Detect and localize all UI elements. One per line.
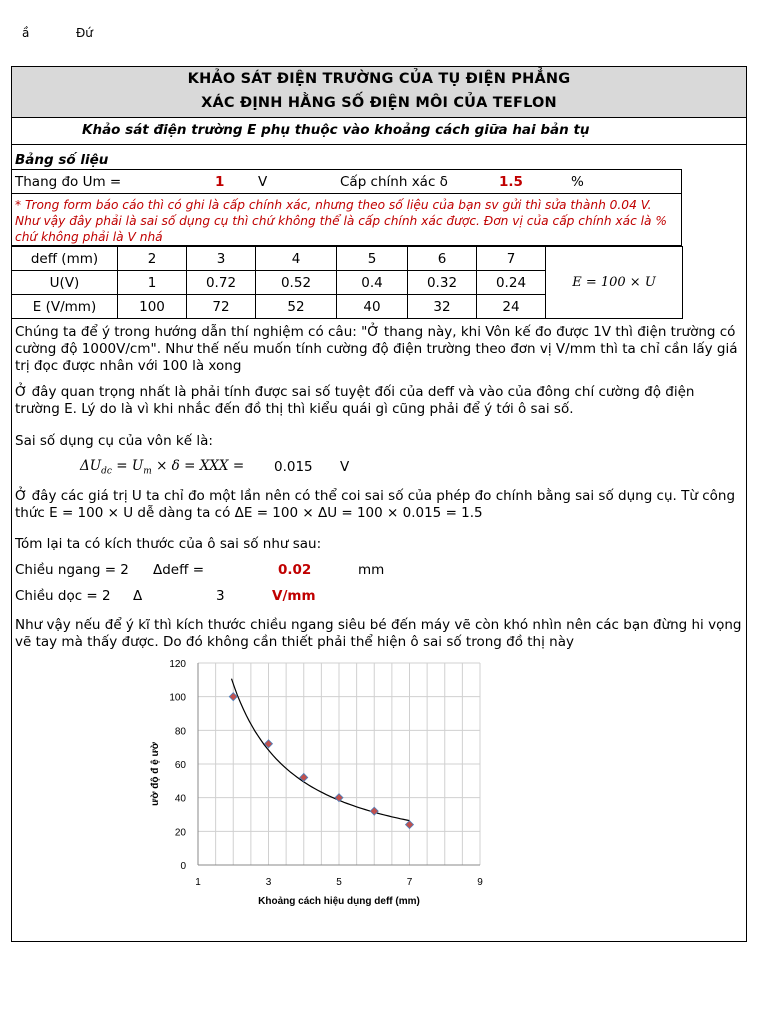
accuracy-value: 1.5	[499, 174, 523, 190]
table-cell: 5	[337, 247, 408, 271]
data-table	[12, 246, 683, 319]
table-cell: 32	[408, 295, 477, 319]
table-cell: 6	[408, 247, 477, 271]
size-horizontal-value: 0.02	[278, 562, 312, 578]
header-left: ầ	[22, 26, 30, 40]
y-tick-label: 60	[174, 760, 186, 771]
x-tick-label: 3	[265, 877, 272, 888]
row-label: E (V/mm)	[12, 295, 118, 319]
document-frame	[11, 66, 747, 942]
table-cell: 100	[118, 295, 187, 319]
data-point	[406, 821, 414, 829]
table-cell: 4	[256, 247, 337, 271]
data-point	[229, 693, 237, 701]
table-cell: 1	[118, 271, 187, 295]
paragraph-6: Như vậy nếu để ý kĩ thì kích thước chiều ngang siêu bé đến máy vẽ còn khó nhìn nên các bạn đừng hi vọng vẽ tay mà thấy được. Do đó không cần thiết phải thể hiện ô sai số trong đồ thị này	[15, 617, 742, 650]
equation-value: 0.015	[274, 459, 313, 475]
data-point	[335, 794, 343, 802]
table-cell: 0.52	[256, 271, 337, 295]
x-axis-title: Khoảng cách hiệu dụng deff (mm)	[258, 896, 420, 907]
y-tick-label: 80	[174, 726, 186, 738]
data-point	[370, 807, 378, 815]
trendline	[232, 679, 410, 821]
table-cell: 0.4	[337, 271, 408, 295]
section-label: Bảng số liệu	[15, 152, 109, 168]
title-line2: XÁC ĐỊNH HẰNG SỐ ĐIỆN MÔI CỦA TEFLON	[201, 95, 557, 111]
title-line1: KHẢO SÁT ĐIỆN TRƯỜNG CỦA TỤ ĐIỆN PHẲNG	[187, 71, 571, 87]
table-cell: 0.32	[408, 271, 477, 295]
table-cell: 72	[187, 295, 256, 319]
x-tick-label: 1	[195, 877, 201, 888]
y-tick-label: 40	[174, 793, 186, 805]
range-row	[12, 169, 682, 194]
equation-unit: V	[340, 459, 350, 475]
table-cell: 2	[118, 247, 187, 271]
x-tick-label: 7	[406, 877, 413, 888]
note-text: * Trong form báo cáo thì có ghi là cấp chính xác, nhưng theo số liệu của bạn sv gửi thì sửa thành 0.04 V. Như vậy đây phải là sai số dụng cụ thì chứ không thể là cấp chính xác được. Đơn vị của cấp chính xác là % chứ không phải là V nhá	[15, 198, 667, 244]
size-horizontal-symbol: Δdeff =	[153, 562, 205, 578]
table-cell: 40	[337, 295, 408, 319]
y-axis-title: ườ độ đ ệ ườ	[150, 742, 161, 806]
size-horizontal-label: Chiều ngang = 2	[15, 562, 129, 578]
equation: $\Delta U_{dc} = U_m \times \delta$ = XXX =	[80, 458, 245, 477]
size-vertical-unit: V/mm	[272, 588, 316, 604]
size-horizontal-unit: mm	[358, 562, 385, 578]
paragraph-3: Sai số dụng cụ của vôn kế là:	[15, 433, 213, 449]
range-unit: V	[258, 174, 268, 190]
table-cell: 24	[477, 295, 546, 319]
range-value: 1	[215, 174, 225, 190]
subtitle: Khảo sát điện trường E phụ thuộc vào khoảng cách giữa hai bản tụ	[82, 122, 590, 138]
range-label: Thang đo Um =	[15, 174, 122, 190]
table-cell: 0.72	[187, 271, 256, 295]
size-vertical-label: Chiều dọc = 2	[15, 588, 111, 604]
size-vertical-symbol: Δ	[133, 588, 143, 604]
table-row	[12, 247, 683, 271]
chart-svg	[142, 647, 502, 917]
paragraph-1: Chúng ta để ý trong hướng dẫn thí nghiệm có câu: "Ở thang này, khi Vôn kế đo được 1V thì điện trường có cường độ 1000V/cm". Như thế nếu muốn tính cường độ điện trường theo đơn vị V/mm thì ta chỉ cần lấy giá trị đọc được nhân với 100 là xong	[15, 324, 738, 374]
table-cell: 7	[477, 247, 546, 271]
paragraph-5: Tóm lại ta có kích thước của ô sai số như sau:	[15, 536, 322, 552]
table-cell: 52	[256, 295, 337, 319]
accuracy-label: Cấp chính xác δ	[340, 174, 448, 190]
paragraph-4: Ở đây các giá trị U ta chỉ đo một lần nên có thể coi sai số của phép đo chính bằng sai số dụng cụ. Từ công thức E = 100 × U dễ dàng ta có ΔE = 100 × ΔU = 100 × 0.015 = 1.5	[15, 488, 736, 521]
subtitle-box	[12, 118, 746, 145]
table-cell: 3	[187, 247, 256, 271]
x-tick-label: 9	[477, 877, 483, 888]
y-tick-label: 120	[169, 659, 186, 670]
y-tick-label: 0	[180, 861, 186, 872]
size-vertical-number: 3	[216, 588, 225, 604]
x-tick-label: 5	[336, 877, 342, 888]
formula-cell: E = 100 × U	[546, 247, 683, 319]
paragraph-2: Ở đây quan trọng nhất là phải tính được sai số tuyệt đối của deff và vào của đông chí cường độ điện trường E. Lý do là vì khi nhắc đến đồ thị thì kiểu quái gì cũng phải để ý tới ô sai số.	[15, 384, 695, 417]
accuracy-unit: %	[571, 174, 584, 190]
row-label: U(V)	[12, 271, 118, 295]
table-cell: 0.24	[477, 271, 546, 295]
row-label: deff (mm)	[12, 247, 118, 271]
note-box	[12, 194, 682, 246]
title-box	[12, 67, 746, 118]
y-tick-label: 20	[174, 827, 186, 839]
y-tick-label: 100	[169, 692, 186, 704]
header-right: Đứ	[76, 26, 93, 40]
